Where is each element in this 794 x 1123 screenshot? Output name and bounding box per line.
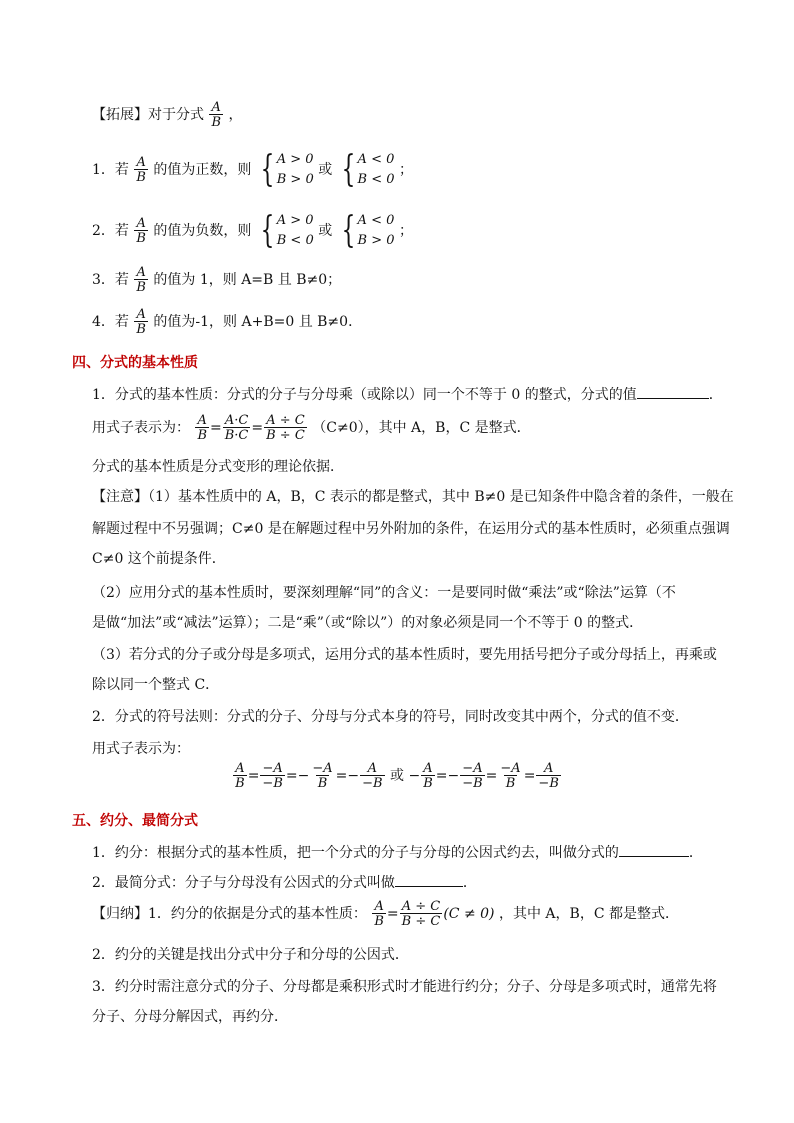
- note-line: （2）应用分式的基本性质时，要深刻理解“同”的含义：一是要同时做“乘法”或“除法”运算（不: [92, 585, 676, 601]
- summary-note: 3．约分时需注意分式的分子、分母都是乘积形式时才能进行约分；分子、分母是多项式时，通常先将: [92, 979, 717, 995]
- sign-rule-formula-label: 用式子表示为：: [92, 741, 190, 757]
- fraction-a-b: $\frac{A}{B}$: [136, 265, 146, 295]
- note-line: 解题过程中不另强调；C≠0 是在解题过程中另外附加的条件，在运用分式的基本性质时，必须重点强调: [92, 521, 730, 537]
- sec4-formula: 用式子表示为： $\frac{A}{B}$ = $\frac{A\cdot C}{B\cdot C}$ = $\frac{A \div C}{B \div C}$ （C≠0），其中 A，B，C 是整式．: [92, 413, 531, 443]
- section-4-heading: 四、分式的基本性质: [72, 355, 198, 371]
- inequality-system: { A > 0 B > 0: [260, 149, 314, 190]
- note-line: C≠0 这个前提条件．: [92, 551, 226, 567]
- extension-item-3: 3．若 $\frac{A}{B}$ 的值为 1，则 A=B 且 B≠0；: [92, 265, 342, 295]
- sign-rule-formula: $\frac{A}{B}$ = $\frac{-A}{-B}$ =− $\frac{-A}{B}$ =− $\frac{A}{-B}$ 或 − $\frac{A}{B}$ =− $\frac{-A}{-B}$ = $\frac{-A}{B}$ = $\frac{A}{-B}$: [235, 761, 559, 791]
- reduction-definition: 1．约分：根据分式的基本性质，把一个分式的分子与分母的公因式约去，叫做分式的 ．: [92, 842, 703, 862]
- note-line: 除以同一个整式 C．: [92, 677, 220, 693]
- summary-note: 分子、分母分解因式，再约分．: [92, 1009, 288, 1025]
- extension-intro: 【拓展】对于分式 $\frac{A}{B}$ ，: [92, 100, 243, 130]
- answer-blank[interactable]: [637, 384, 709, 399]
- inequality-system: { A < 0 B > 0: [341, 210, 395, 251]
- section-5-heading: 五、约分、最简分式: [72, 813, 198, 829]
- fraction-a-b: $\frac{A}{B}$: [211, 100, 222, 130]
- sign-rule: 2．分式的符号法则：分式的分子、分母与分式本身的符号，同时改变其中两个，分式的值不变．: [92, 709, 689, 725]
- summary-line: 【归纳】1．约分的依据是分式的基本性质： $\frac{A}{B}$ = $\frac{A \div C}{B \div C}$ (C ≠ 0) ，其中 A，B，C 都是整式．: [92, 899, 679, 929]
- inequality-system: { A < 0 B < 0: [341, 149, 395, 190]
- note-line: 【注意】（1）基本性质中的 A，B，C 表示的都是整式，其中 B≠0 是已知条件中隐含着的条件，一般在: [92, 489, 734, 505]
- fraction-a-b: $\frac{A}{B}$: [136, 155, 146, 185]
- answer-blank[interactable]: [395, 872, 463, 887]
- sec4-basis: 分式的基本性质是分式变形的理论依据．: [92, 459, 344, 475]
- extension-intro-text: 【拓展】对于分式: [92, 107, 204, 123]
- simplest-fraction-definition: 2．最简分式：分子与分母没有公因式的分式叫做 ．: [92, 872, 477, 892]
- inequality-system: { A > 0 B < 0: [260, 210, 314, 251]
- answer-blank[interactable]: [619, 842, 689, 857]
- fraction-a-b: $\frac{A}{B}$: [136, 307, 146, 337]
- extension-item-4: 4．若 $\frac{A}{B}$ 的值为-1，则 A+B=0 且 B≠0．: [92, 307, 363, 337]
- note-line: 是做“加法”或“减法”运算）；二是“乘”（或“除以”）的对象必须是同一个不等于 0 的整式．: [92, 615, 644, 631]
- extension-item-2: 2．若 $\frac{A}{B}$ 的值为负数，则 { A > 0 B < 0 或 { A < 0 B > 0 ；: [92, 210, 413, 251]
- extension-item-1: 1．若 $\frac{A}{B}$ 的值为正数，则 { A > 0 B > 0 或 { A < 0 B < 0 ；: [92, 149, 413, 190]
- sec4-property: 1．分式的基本性质：分式的分子与分母乘（或除以）同一个不等于 0 的整式，分式的值 ．: [92, 384, 723, 404]
- note-line: （3）若分式的分子或分母是多项式，运用分式的基本性质时，要先用括号把分子或分母括上，再乘或: [92, 647, 717, 663]
- summary-key: 2．约分的关键是找出分式中分子和分母的公因式．: [92, 947, 409, 963]
- fraction-a-b: $\frac{A}{B}$: [136, 216, 146, 246]
